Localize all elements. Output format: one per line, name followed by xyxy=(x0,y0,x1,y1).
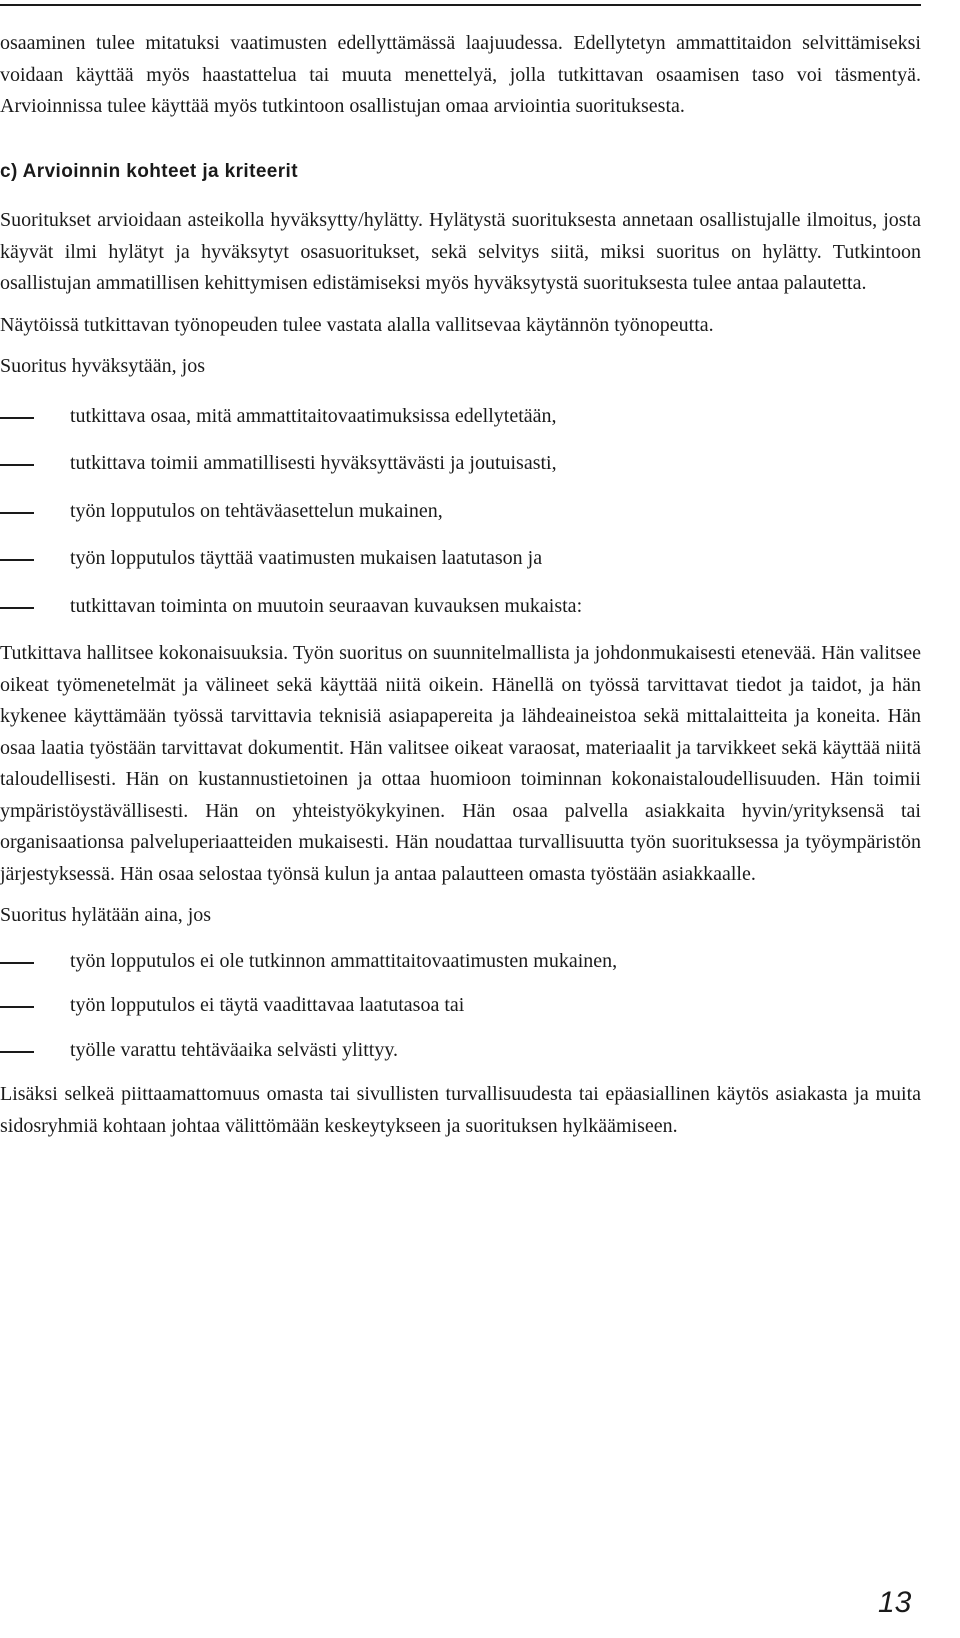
list-item: tutkittavan toiminta on muutoin seuraavan kuvauksen mukaista: xyxy=(0,591,921,623)
accept-criteria-list xyxy=(0,401,921,623)
page-number: 13 xyxy=(878,1586,912,1619)
list-item: tutkittava toimii ammatillisesti hyväksyttävästi ja joutuisasti, xyxy=(0,448,921,480)
paragraph-assessment-methods: osaaminen tulee mitatuksi vaatimusten edellyttämässä laajuudessa. Edellytetyn ammattitaidon selvittämiseksi voidaan käyttää myös haastattelua tai muuta menettelyä, jolla tutkittavan osaamisen taso voi täsmentyä. Arvioinnissa tulee käyttää myös tutkintoon osallistujan omaa arviointia suorituksesta. xyxy=(0,32,921,117)
paragraph-work-speed: Näytöissä tutkittavan työnopeuden tulee vastata alalla vallitsevaa käytännön työnopeutta. xyxy=(0,313,714,336)
list-item: työn lopputulos on tehtäväasettelun mukainen, xyxy=(0,496,921,528)
paragraph-grading-scale: Suoritukset arvioidaan asteikolla hyväksytty/hylätty. Hylätystä suorituksesta annetaan osallistujalle ilmoitus, josta käyvät ilmi hylätyt ja hyväksytyt osasuoritukset, sekä selvitys siitä, miksi suoritus on hylätty. Tutkintoon osallistujan ammatillisen kehittymisen edistämiseksi myös hyväksytystä suorituksesta tulee antaa palautetta. xyxy=(0,209,921,294)
list-item: työn lopputulos ei ole tutkinnon ammattitaitovaatimusten mukainen, xyxy=(0,946,921,978)
list-item: tutkittava osaa, mitä ammattitaitovaatimuksissa edellytetään, xyxy=(0,401,921,433)
list-item: työlle varattu tehtäväaika selvästi ylittyy. xyxy=(0,1035,921,1067)
reject-criteria-list xyxy=(0,946,921,1067)
list-item: työn lopputulos täyttää vaatimusten mukaisen laatutason ja xyxy=(0,543,921,575)
header-rule xyxy=(0,4,921,6)
list-item: työn lopputulos ei täytä vaadittavaa laatutasoa tai xyxy=(0,990,921,1022)
reject-intro: Suoritus hylätään aina, jos xyxy=(0,904,212,926)
paragraph-performance-description: Tutkittava hallitsee kokonaisuuksia. Työn suoritus on suunnitelmallista ja johdonmukaisesti etenevää. Hän valitsee oikeat työmenetelmät ja välineet sekä käyttää niitä oikein. Hänellä on työssä tarvittavat tiedot ja taidot, ja hän kykenee käyttämään työssä tarvittavia teknisiä asiapapereita ja lähdeaineistoa sekä mittalaitteita ja koneita. Hän osaa laatia työstään tarvittavat dokumentit. Hän valitsee oikeat varaosat, materiaalit ja tarvikkeet sekä käyttää niitä taloudellisesti. Hän on kustannustietoinen ja ottaa huomioon toiminnan kokonaistaloudellisuuden. Hän toimii ympäristöystävällisesti. Hän on yhteistyökykyinen. Hän osaa palvella asiakkaita hyvin/yrityksensä tai organisaationsa palveluperiaatteiden mukaisesti. Hän noudattaa turvallisuutta työn suorituksessa ja työympäristön järjestyksessä. Hän osaa selostaa työnsä kulun ja antaa palautteen omasta työstään asiakkaalle. xyxy=(0,642,921,885)
section-heading-criteria: c) Arvioinnin kohteet ja kriteerit xyxy=(0,160,298,182)
accept-intro: Suoritus hyväksytään, jos xyxy=(0,355,205,377)
document-body xyxy=(0,28,921,1152)
paragraph-safety-interruption: Lisäksi selkeä piittaamattomuus omasta tai sivullisten turvallisuudesta tai epäasiallinen käytös asiakasta ja muita sidosryhmiä kohtaan johtaa välittömään keskeytykseen ja suorituksen hylkäämiseen. xyxy=(0,1083,921,1137)
